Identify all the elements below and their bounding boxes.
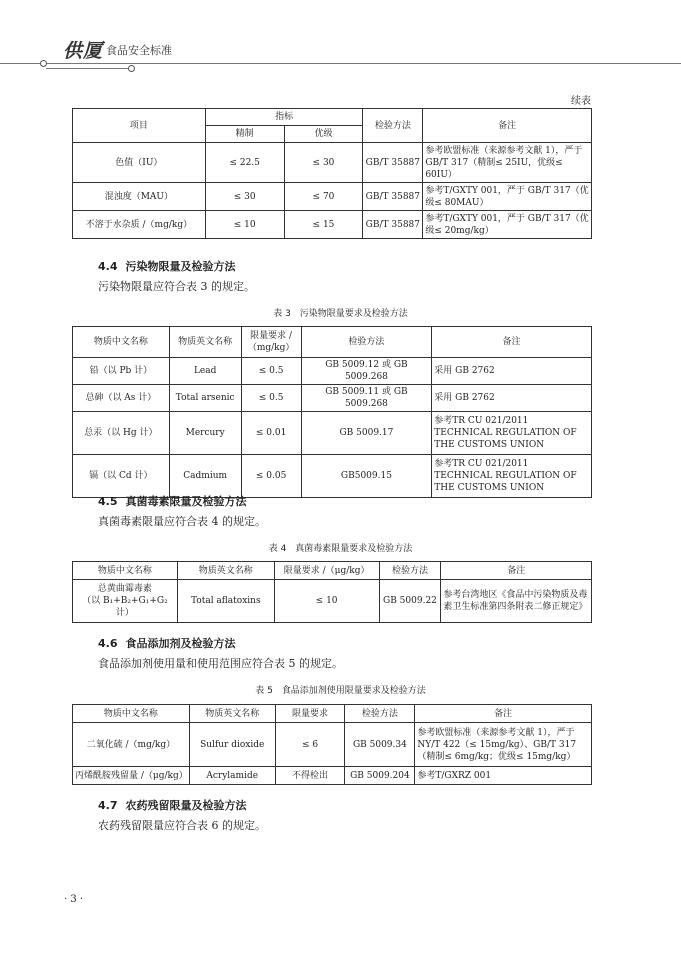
- table-row: [73, 455, 592, 498]
- section-text: 污染物限量应符合表 3 的规定。: [98, 280, 255, 293]
- section-number: 4.4: [98, 260, 118, 273]
- cell-premium: ≤ 70: [284, 183, 363, 211]
- cell-cn-line-2: （以 B₁+B₂+G₁+G₂ 计）: [82, 596, 168, 618]
- table-row: [73, 183, 592, 211]
- header-item: 项目: [73, 109, 206, 143]
- cell-cn: [73, 580, 178, 623]
- cell-method: GB 5009.11 或 GB 5009.268: [301, 385, 432, 412]
- cell-method: GB5009.15: [301, 455, 432, 498]
- cell-refined: ≤ 10: [205, 211, 284, 239]
- header-limit: 限量要求: [275, 705, 345, 723]
- header-limit: 限量要求 /（μg/kg）: [274, 562, 379, 580]
- cell-limit: ≤ 0.5: [241, 358, 301, 385]
- header-ornament-left: [40, 60, 47, 67]
- header-method: 检验方法: [345, 705, 415, 723]
- cell-cn: 总汞（以 Hg 计）: [73, 412, 170, 455]
- cell-item: 不溶于水杂质 /（mg/kg）: [73, 211, 206, 239]
- section-number: 4.5: [98, 495, 118, 508]
- header-logo: 供厦: [63, 40, 104, 62]
- header-cn: 物质中文名称: [73, 327, 170, 358]
- header-premium: 优级: [284, 126, 363, 143]
- header-en: 物质英文名称: [169, 327, 241, 358]
- table-5-caption: 表 5 食品添加剂使用限量要求及检验方法: [255, 686, 426, 696]
- section-title: 污染物限量及检验方法: [125, 260, 236, 273]
- cell-remark: 参考TR CU 021/2011 TECHNICAL REGULATION OF THE CUSTOMS UNION: [432, 412, 592, 455]
- table-row: [73, 358, 592, 385]
- cell-cn: 镉（以 Cd 计）: [73, 455, 170, 498]
- cell-en: Mercury: [169, 412, 241, 455]
- cell-en: Sulfur dioxide: [189, 723, 275, 767]
- section-heading-4-6: [98, 635, 244, 651]
- cell-method: GB 5009.17: [301, 412, 432, 455]
- cell-remark: 参考T/GXTY 001，严于 GB/T 317（优级≤ 20mg/kg）: [423, 211, 592, 239]
- header-limit: 限量要求 /（mg/kg）: [241, 327, 301, 358]
- cell-limit: ≤ 0.01: [241, 412, 301, 455]
- cell-item: 混浊度（MAU）: [73, 183, 206, 211]
- header-indicator: 指标: [205, 109, 363, 126]
- cell-remark: 参考台湾地区《食品中污染物质及毒素卫生标准第四条附表二修正规定》: [441, 580, 592, 623]
- header-rule-short: [46, 68, 130, 69]
- section-title: 真菌毒素限量及检验方法: [125, 495, 247, 508]
- cell-limit: ≤ 0.5: [241, 385, 301, 412]
- cell-remark: 参考欧盟标准（来源参考文献 1），严于 NY/T 422（≤ 15mg/kg）、GB/T 317（精制≤ 6mg/kg；优级≤ 15mg/kg）: [415, 723, 592, 767]
- cell-method: GB 5009.34: [345, 723, 415, 767]
- cell-cn-line-1: 总黄曲霉毒素: [97, 584, 152, 594]
- header-remark: 备注: [432, 327, 592, 358]
- header-remark: 备注: [415, 705, 592, 723]
- header-remark: 备注: [423, 109, 592, 143]
- cell-en: Total arsenic: [169, 385, 241, 412]
- table-3-caption: 表 3 污染物限量要求及检验方法: [273, 309, 408, 319]
- cell-method: GB 5009.204: [345, 767, 415, 785]
- table-row: [73, 767, 592, 785]
- section-text: 真菌毒素限量应符合表 4 的规定。: [98, 515, 266, 528]
- cell-en: Acrylamide: [189, 767, 275, 785]
- section-heading-4-4: [98, 258, 244, 274]
- cell-refined: ≤ 30: [205, 183, 284, 211]
- cell-en: Cadmium: [169, 455, 241, 498]
- header-refined: 精制: [205, 126, 284, 143]
- table-5: [72, 704, 592, 785]
- cell-method: GB/T 35887: [363, 211, 423, 239]
- header-ornament-right: [128, 65, 135, 72]
- cell-method: GB/T 35887: [363, 183, 423, 211]
- cell-limit: ≤ 6: [275, 723, 345, 767]
- header-cn: 物质中文名称: [73, 562, 178, 580]
- cell-limit: ≤ 0.05: [241, 455, 301, 498]
- cell-remark: 参考T/GXRZ 001: [415, 767, 592, 785]
- header-en: 物质英文名称: [189, 705, 275, 723]
- header-method: 检验方法: [301, 327, 432, 358]
- section-heading-4-5: [98, 493, 255, 509]
- header-remark: 备注: [441, 562, 592, 580]
- table-4-caption: 表 4 真菌毒素限量要求及检验方法: [268, 544, 413, 554]
- section-text: 农药残留限量应符合表 6 的规定。: [98, 819, 266, 832]
- cell-premium: ≤ 15: [284, 211, 363, 239]
- cell-cn: 铅（以 Pb 计）: [73, 358, 170, 385]
- continued-label: 续表: [571, 96, 591, 107]
- cell-remark: 参考T/GXTY 001，严于 GB/T 317（优级≤ 80MAU）: [423, 183, 592, 211]
- header-cn: 物质中文名称: [73, 705, 190, 723]
- cell-item: 色值（IU）: [73, 143, 206, 183]
- cell-premium: ≤ 30: [284, 143, 363, 183]
- cell-en: Lead: [169, 358, 241, 385]
- cell-remark: 参考欧盟标准（来源参考文献 1），严于 GB/T 317（精制≤ 25IU，优级≤ 60IU）: [423, 143, 592, 183]
- header-subtitle: 食品安全标准: [106, 44, 172, 57]
- section-number: 4.7: [98, 799, 118, 812]
- header-rule: [0, 63, 681, 64]
- cell-method: GB 5009.22: [379, 580, 441, 623]
- table-row: [73, 723, 592, 767]
- page-number: · 3 ·: [64, 894, 84, 905]
- table-4: [72, 561, 592, 623]
- table-3: [72, 326, 592, 498]
- cell-limit: 不得检出: [275, 767, 345, 785]
- cell-refined: ≤ 22.5: [205, 143, 284, 183]
- cell-cn: 总砷（以 As 计）: [73, 385, 170, 412]
- cell-cn: 二氧化硫 /（mg/kg）: [73, 723, 190, 767]
- header-method: 检验方法: [379, 562, 441, 580]
- table-row: [73, 385, 592, 412]
- cell-limit: ≤ 10: [274, 580, 379, 623]
- cell-remark: 采用 GB 2762: [432, 358, 592, 385]
- section-text: 食品添加剂使用量和使用范围应符合表 5 的规定。: [98, 657, 343, 670]
- cell-method: GB/T 35887: [363, 143, 423, 183]
- table-row: [73, 211, 592, 239]
- section-title: 食品添加剂及检验方法: [125, 637, 236, 650]
- cell-en: Total aflatoxins: [177, 580, 274, 623]
- cell-method: GB 5009.12 或 GB 5009.268: [301, 358, 432, 385]
- cell-remark: 采用 GB 2762: [432, 385, 592, 412]
- table-row: [73, 143, 592, 183]
- header-en: 物质英文名称: [177, 562, 274, 580]
- table-row: [73, 580, 592, 623]
- section-number: 4.6: [98, 637, 118, 650]
- cell-cn: 丙烯酰胺残留量 /（μg/kg）: [73, 767, 190, 785]
- section-heading-4-7: [98, 797, 255, 813]
- cell-remark: 参考TR CU 021/2011 TECHNICAL REGULATION OF THE CUSTOMS UNION: [432, 455, 592, 498]
- section-title: 农药残留限量及检验方法: [125, 799, 247, 812]
- header-method: 检验方法: [363, 109, 423, 143]
- table-row: [73, 412, 592, 455]
- continued-table: [72, 108, 592, 239]
